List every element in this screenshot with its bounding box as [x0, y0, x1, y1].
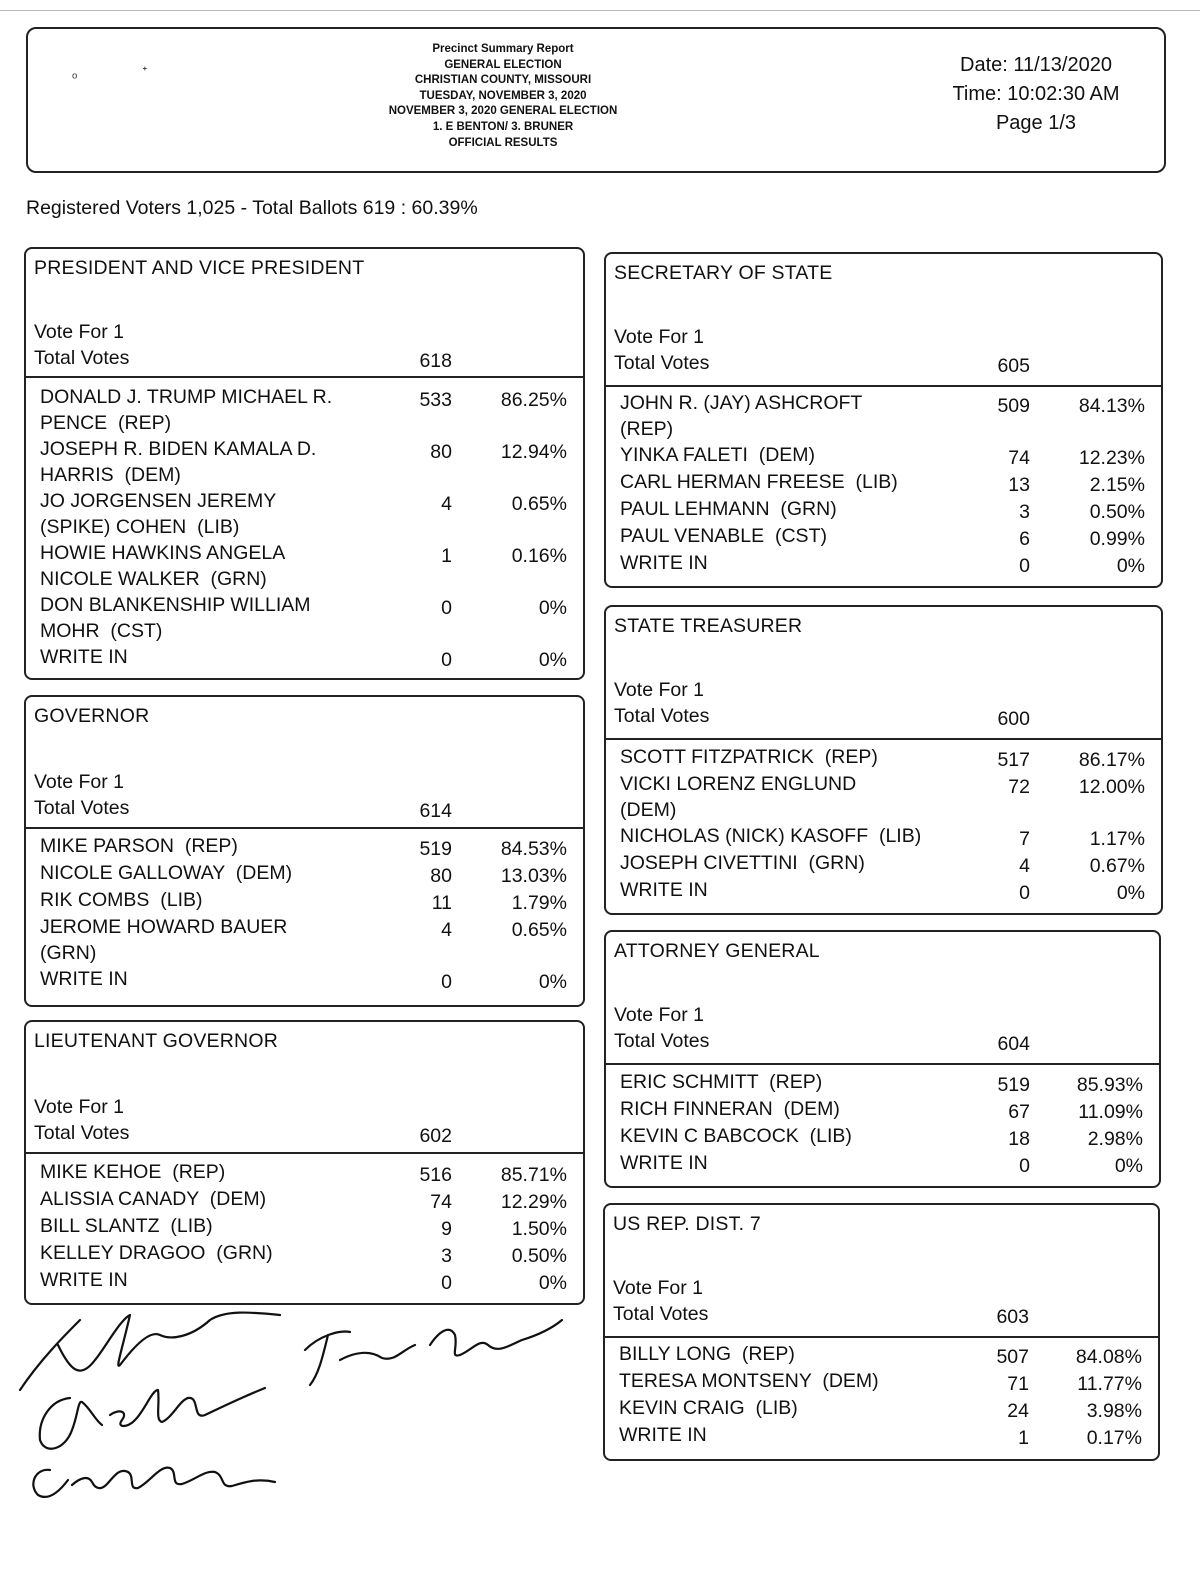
candidate-name: KEVIN CRAIG (LIB): [619, 1397, 798, 1419]
candidate-name: WRITE IN: [620, 1152, 708, 1174]
candidate-row: [26, 1214, 583, 1241]
vote-for-label: Vote For 1: [34, 1096, 124, 1118]
registered-voters-summary: Registered Voters 1,025 - Total Ballots 619 : 60.39%: [26, 197, 478, 219]
total-votes-value: 602: [419, 1125, 452, 1147]
candidate-votes: 509: [997, 395, 1030, 417]
candidate-name: TERESA MONTSENY (DEM): [619, 1370, 879, 1392]
candidate-votes: 519: [419, 838, 452, 860]
candidate-votes: 507: [996, 1346, 1029, 1368]
candidate-row: [605, 1396, 1158, 1423]
candidate-name: ERIC SCHMITT (REP): [620, 1071, 823, 1093]
total-votes-value: 600: [997, 708, 1030, 730]
report-time: Time: 10:02:30 AM: [952, 83, 1120, 105]
candidate-percent: 0%: [538, 597, 567, 619]
candidate-row: [606, 745, 1161, 772]
total-votes-value: 605: [997, 355, 1030, 377]
candidate-name: WRITE IN: [620, 552, 708, 574]
candidate-percent: 1.50%: [511, 1218, 567, 1240]
candidate-row: [605, 1342, 1158, 1369]
candidate-percent: 0%: [538, 1272, 567, 1294]
candidate-votes: 9: [441, 1218, 452, 1240]
candidate-name: NICOLE GALLOWAY (DEM): [40, 862, 293, 884]
candidate-name: PAUL LEHMANN (GRN): [620, 498, 837, 520]
total-votes-value: 614: [419, 800, 452, 822]
candidate-percent: 0.50%: [1089, 501, 1145, 523]
candidate-percent: 0.99%: [1089, 528, 1145, 550]
candidate-row: [26, 861, 583, 888]
candidate-percent: 0%: [1116, 555, 1145, 577]
candidate-percent: 0.65%: [511, 493, 567, 515]
candidate-row: [606, 1070, 1159, 1097]
total-votes-label: Total Votes: [34, 347, 130, 369]
candidate-name: WRITE IN: [40, 1269, 128, 1291]
total-votes-label: Total Votes: [614, 705, 710, 727]
candidate-name: WRITE IN: [620, 879, 708, 901]
candidate-row: [26, 541, 583, 593]
total-votes-label: Total Votes: [614, 352, 710, 374]
candidate-row: [606, 772, 1161, 824]
total-votes-label: Total Votes: [34, 1122, 130, 1144]
candidate-votes: 3: [1019, 501, 1030, 523]
candidate-row: [26, 593, 583, 645]
total-votes-value: 618: [419, 350, 452, 372]
candidate-name: BILL SLANTZ (LIB): [40, 1215, 213, 1237]
candidate-votes: 80: [430, 441, 452, 463]
scan-speck: ᐩ: [142, 63, 148, 79]
candidate-votes: 7: [1019, 828, 1030, 850]
candidate-percent: 2.98%: [1087, 1128, 1143, 1150]
candidate-row: [26, 967, 583, 993]
candidate-votes: 3: [441, 1245, 452, 1267]
contest-title: LIEUTENANT GOVERNOR: [34, 1030, 278, 1052]
contest-rule: [606, 738, 1161, 740]
candidate-row: [606, 824, 1161, 851]
candidate-votes: 4: [441, 919, 452, 941]
candidate-votes: 0: [1019, 882, 1030, 904]
candidate-percent: 3.98%: [1086, 1400, 1142, 1422]
candidate-row: [606, 443, 1161, 470]
candidate-row: [26, 888, 583, 915]
candidate-name: SCOTT FITZPATRICK (REP): [620, 746, 878, 768]
candidate-name: JOHN R. (JAY) ASHCROFT (REP): [620, 392, 863, 440]
candidate-row: [26, 385, 583, 437]
candidate-percent: 0.65%: [511, 919, 567, 941]
candidate-percent: 12.94%: [500, 441, 567, 463]
candidate-name: PAUL VENABLE (CST): [620, 525, 827, 547]
candidate-name: JOSEPH CIVETTINI (GRN): [620, 852, 865, 874]
vote-for-label: Vote For 1: [614, 1004, 704, 1026]
candidate-votes: 519: [997, 1074, 1030, 1096]
candidate-row: [26, 645, 583, 671]
vote-for-label: Vote For 1: [614, 679, 704, 701]
candidate-votes: 0: [441, 649, 452, 671]
candidate-percent: 86.17%: [1078, 749, 1145, 771]
candidate-percent: 84.53%: [500, 838, 567, 860]
candidate-votes: 13: [1008, 474, 1030, 496]
candidate-name: HOWIE HAWKINS ANGELA NICOLE WALKER (GRN): [40, 542, 286, 590]
candidate-name: VICKI LORENZ ENGLUND (DEM): [620, 773, 857, 821]
candidate-row: [606, 524, 1161, 551]
header-line: GENERAL ELECTION: [444, 58, 562, 71]
candidate-percent: 86.25%: [500, 389, 567, 411]
candidate-row: [26, 437, 583, 489]
candidate-name: RICH FINNERAN (DEM): [620, 1098, 840, 1120]
candidate-name: ALISSIA CANADY (DEM): [40, 1188, 267, 1210]
signatures: [10, 1290, 570, 1530]
vote-for-label: Vote For 1: [34, 771, 124, 793]
candidate-name: JEROME HOWARD BAUER (GRN): [40, 916, 288, 964]
total-votes-value: 604: [997, 1033, 1030, 1055]
candidate-votes: 74: [1008, 447, 1030, 469]
candidate-row: [605, 1423, 1158, 1449]
report-meta: [916, 51, 1156, 138]
page-number: Page 1/3: [995, 112, 1077, 134]
candidate-votes: 24: [1007, 1400, 1029, 1422]
candidate-name: WRITE IN: [619, 1424, 707, 1446]
candidate-percent: 13.03%: [500, 865, 567, 887]
page-top-edge: [0, 0, 1200, 11]
candidate-percent: 0.50%: [511, 1245, 567, 1267]
candidate-percent: 85.93%: [1076, 1074, 1143, 1096]
candidate-row: [606, 1097, 1159, 1124]
vote-for-label: Vote For 1: [614, 326, 704, 348]
candidate-votes: 67: [1008, 1101, 1030, 1123]
header-line: CHRISTIAN COUNTY, MISSOURI: [414, 74, 592, 87]
candidate-percent: 2.15%: [1089, 474, 1145, 496]
candidate-votes: 0: [441, 971, 452, 993]
candidate-row: [26, 915, 583, 967]
candidate-percent: 0.67%: [1089, 855, 1145, 877]
candidate-votes: 1: [1018, 1427, 1029, 1449]
candidate-percent: 84.08%: [1075, 1346, 1142, 1368]
candidate-row: [26, 1187, 583, 1214]
candidate-name: CARL HERMAN FREESE (LIB): [620, 471, 898, 493]
candidate-name: KELLEY DRAGOO (GRN): [40, 1242, 273, 1264]
candidate-percent: 0%: [538, 971, 567, 993]
candidate-votes: 517: [997, 749, 1030, 771]
contest-title: GOVERNOR: [34, 705, 150, 727]
candidate-row: [606, 391, 1161, 443]
candidate-name: NICHOLAS (NICK) KASOFF (LIB): [620, 825, 922, 847]
candidate-name: KEVIN C BABCOCK (LIB): [620, 1125, 852, 1147]
candidate-percent: 0%: [538, 649, 567, 671]
header-line: NOVEMBER 3, 2020 GENERAL ELECTION: [388, 105, 618, 118]
header-line: OFFICIAL RESULTS: [448, 136, 558, 149]
candidate-votes: 6: [1019, 528, 1030, 550]
scan-speck: ᵒ: [72, 69, 78, 85]
report-header: [26, 27, 1166, 173]
candidate-votes: 4: [441, 493, 452, 515]
vote-for-label: Vote For 1: [613, 1277, 703, 1299]
candidate-name: RIK COMBS (LIB): [40, 889, 203, 911]
candidate-row: [606, 470, 1161, 497]
contest-box: [603, 1203, 1160, 1461]
candidate-name: WRITE IN: [40, 646, 128, 668]
report-date: Date: 11/13/2020: [960, 54, 1112, 76]
candidate-percent: 0%: [1116, 882, 1145, 904]
candidate-percent: 0%: [1114, 1155, 1143, 1177]
contest-title: SECRETARY OF STATE: [614, 262, 833, 284]
header-line: 1. E BENTON/ 3. BRUNER: [432, 120, 574, 133]
candidate-votes: 71: [1007, 1373, 1029, 1395]
candidate-percent: 85.71%: [500, 1164, 567, 1186]
candidate-votes: 0: [441, 597, 452, 619]
candidate-votes: 4: [1019, 855, 1030, 877]
contest-box: [24, 695, 585, 1007]
candidate-votes: 72: [1008, 776, 1030, 798]
candidate-row: [606, 551, 1161, 577]
vote-for-label: Vote For 1: [34, 321, 124, 343]
candidate-percent: 12.23%: [1078, 447, 1145, 469]
total-votes-label: Total Votes: [34, 797, 130, 819]
contest-rule: [606, 385, 1161, 387]
candidate-row: [605, 1369, 1158, 1396]
candidate-row: [26, 1160, 583, 1187]
candidate-votes: 0: [441, 1272, 452, 1294]
candidate-percent: 12.29%: [500, 1191, 567, 1213]
candidate-row: [606, 851, 1161, 878]
candidate-name: MIKE KEHOE (REP): [40, 1161, 226, 1183]
contest-rule: [606, 1063, 1159, 1065]
candidate-votes: 0: [1019, 1155, 1030, 1177]
contest-box: [604, 252, 1163, 588]
candidate-name: YINKA FALETI (DEM): [620, 444, 816, 466]
candidate-row: [26, 489, 583, 541]
candidate-votes: 80: [430, 865, 452, 887]
contest-rule: [26, 1152, 583, 1154]
candidate-row: [26, 834, 583, 861]
total-votes-value: 603: [996, 1306, 1029, 1328]
candidate-row: [26, 1241, 583, 1268]
header-line: TUESDAY, NOVEMBER 3, 2020: [419, 89, 587, 102]
candidate-percent: 12.00%: [1078, 776, 1145, 798]
candidate-name: JOSEPH R. BIDEN KAMALA D. HARRIS (DEM): [40, 438, 317, 486]
candidate-row: [606, 1151, 1159, 1177]
candidate-votes: 516: [419, 1164, 452, 1186]
candidate-votes: 18: [1008, 1128, 1030, 1150]
candidate-name: DONALD J. TRUMP MICHAEL R. PENCE (REP): [40, 386, 333, 434]
contest-title: PRESIDENT AND VICE PRESIDENT: [34, 257, 365, 279]
contest-box: [24, 247, 585, 680]
candidate-votes: 74: [430, 1191, 452, 1213]
total-votes-label: Total Votes: [613, 1303, 709, 1325]
total-votes-label: Total Votes: [614, 1030, 710, 1052]
report-title-block: [328, 42, 678, 151]
candidate-percent: 11.77%: [1077, 1373, 1142, 1395]
contest-title: US REP. DIST. 7: [613, 1213, 761, 1235]
contest-rule: [605, 1336, 1158, 1338]
candidate-votes: 11: [431, 892, 452, 914]
candidate-percent: 0.17%: [1086, 1427, 1142, 1449]
candidate-name: JO JORGENSEN JEREMY (SPIKE) COHEN (LIB): [40, 490, 277, 538]
candidate-votes: 533: [419, 389, 452, 411]
candidate-percent: 0.16%: [511, 545, 567, 567]
candidate-votes: 0: [1019, 555, 1030, 577]
candidate-percent: 11.09%: [1078, 1101, 1143, 1123]
candidate-row: [606, 497, 1161, 524]
candidate-percent: 1.17%: [1089, 828, 1145, 850]
candidate-row: [606, 878, 1161, 904]
report-title: Precinct Summary Report: [432, 43, 574, 55]
candidate-percent: 1.79%: [511, 892, 567, 914]
contest-title: STATE TREASURER: [614, 615, 803, 637]
contest-box: [604, 605, 1163, 915]
contest-rule: [26, 827, 583, 829]
contest-rule: [26, 376, 583, 378]
candidate-percent: 84.13%: [1078, 395, 1145, 417]
candidate-row: [606, 1124, 1159, 1151]
candidate-name: BILLY LONG (REP): [619, 1343, 795, 1365]
candidate-name: MIKE PARSON (REP): [40, 835, 238, 857]
candidate-name: DON BLANKENSHIP WILLIAM MOHR (CST): [40, 594, 311, 642]
candidate-name: WRITE IN: [40, 968, 128, 990]
contest-box: [24, 1020, 585, 1305]
contest-box: [604, 930, 1161, 1188]
candidate-votes: 1: [441, 545, 452, 567]
contest-title: ATTORNEY GENERAL: [614, 940, 820, 962]
